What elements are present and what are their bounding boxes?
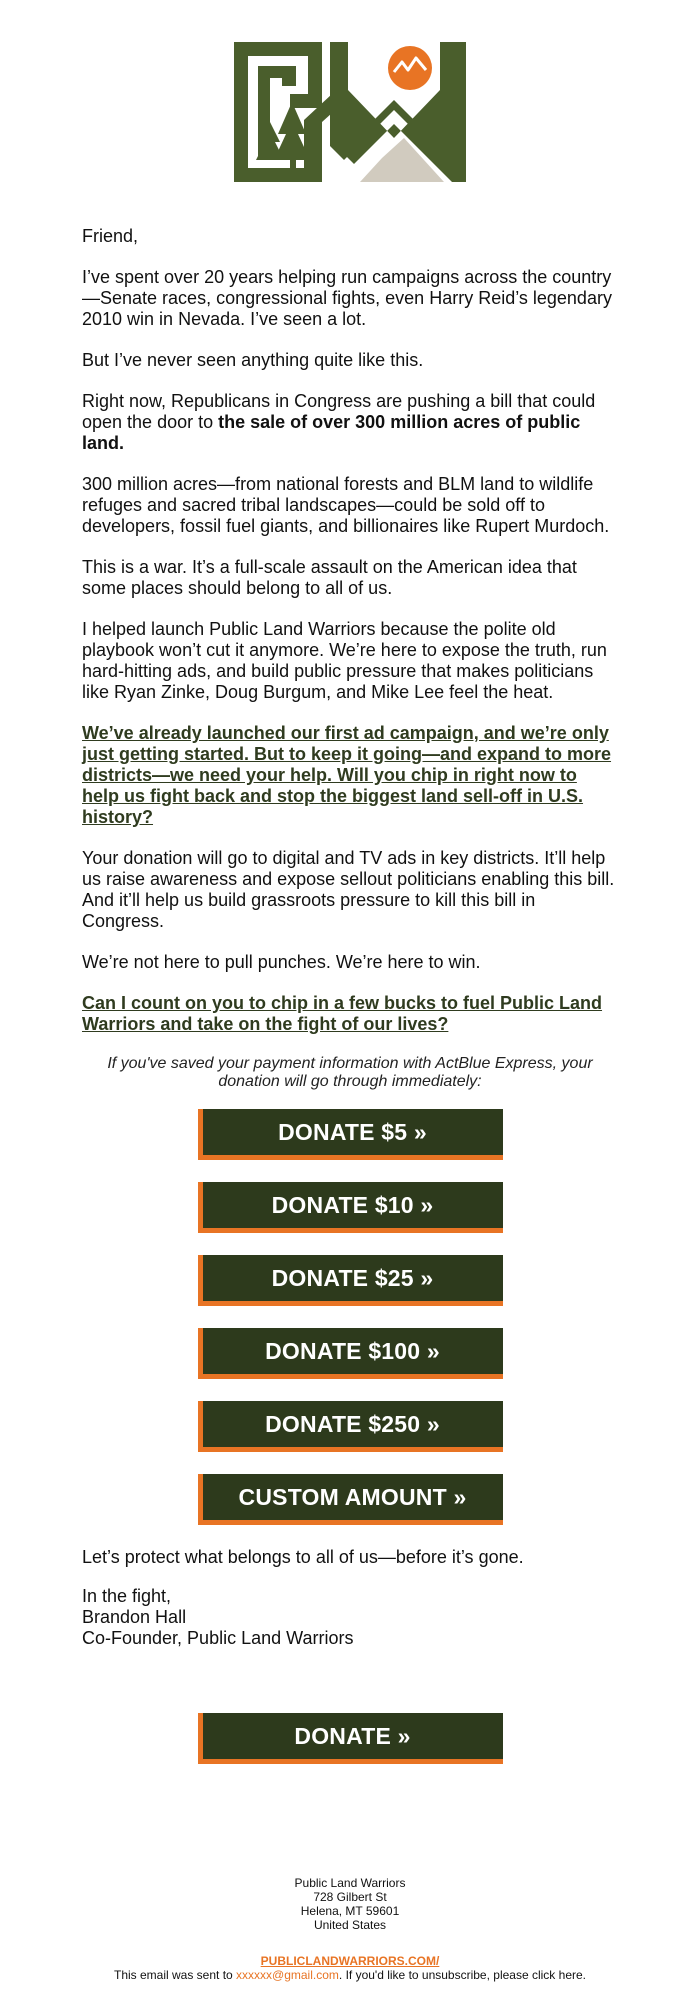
donate-5-button[interactable]: DONATE $5 » xyxy=(198,1109,503,1160)
unsubscribe-note xyxy=(82,1968,618,1982)
donate-10-button[interactable]: DONATE $10 » xyxy=(198,1182,503,1233)
paragraph-1: I’ve spent over 20 years helping run campaigns across the country—Senate races, congressional fights, even Harry Reid’s legendary 2010 win in Nevada. I’ve seen a lot. xyxy=(82,267,612,329)
donate-button[interactable]: DONATE » xyxy=(198,1713,503,1764)
signoff: In the fight, xyxy=(82,1586,172,1606)
public-land-warriors-logo xyxy=(234,42,466,182)
footer-city: Helena, MT 59601 xyxy=(300,1904,400,1918)
greeting: Friend, xyxy=(82,226,139,246)
paragraph-5: This is a war. It’s a full-scale assault on the American idea that some places should belong to all of us. xyxy=(82,557,577,598)
paragraph-3-bold: the sale of over 300 million acres of public land. xyxy=(82,412,581,453)
recipient-email-link[interactable]: xxxxxx@gmail.com xyxy=(236,1968,339,1982)
footer-country: United States xyxy=(313,1918,387,1932)
paragraph-3-text: Right now, Republicans in Congress are pushing a bill that could open the door to xyxy=(82,391,596,432)
donate-250-button[interactable]: DONATE $250 » xyxy=(198,1401,503,1452)
footer-street: 728 Gilbert St xyxy=(313,1890,387,1904)
closing-line: Let’s protect what belongs to all of us—before it’s gone. xyxy=(82,1547,524,1567)
signature xyxy=(82,1586,618,1649)
paragraph-4: 300 million acres—from national forests and BLM land to wildlife refuges and sacred tribal landscapes—could be sold off to developers, fossil fuel giants, and billionaires like Rupert Murdoch. xyxy=(82,474,610,536)
sent-prefix: This email was sent to xyxy=(113,1968,237,1982)
paragraph-2: But I’ve never seen anything quite like this. xyxy=(82,350,424,370)
paragraph-7: Your donation will go to digital and TV ads in key districts. It’ll help us raise awareness and expose sellout politicians enabling this bill. And it’ll help us build grassroots pressure to kill this bill in Congress. xyxy=(82,848,615,931)
paragraph-8: We’re not here to pull punches. We’re here to win. xyxy=(82,952,481,972)
actblue-express-note: If you've saved your payment information with ActBlue Express, your donation will go through immediately: xyxy=(107,1055,593,1090)
website-link[interactable]: PUBLICLANDWARRIORS.COM/ xyxy=(260,1954,440,1968)
footer-org: Public Land Warriors xyxy=(294,1876,406,1890)
signer-title: Co-Founder, Public Land Warriors xyxy=(82,1628,354,1648)
custom-amount-button[interactable]: CUSTOM AMOUNT » xyxy=(198,1474,503,1525)
unsubscribe-text[interactable]: . If you'd like to unsubscribe, please click here. xyxy=(338,1968,586,1982)
signer-name: Brandon Hall xyxy=(82,1607,187,1627)
paragraph-6: I helped launch Public Land Warriors because the polite old playbook won’t cut it anymore. We’re here to expose the truth, run hard-hitting ads, and build public pressure that makes politicians like Ryan Zinke, Doug Burgum, and Mike Lee feel the heat. xyxy=(82,619,607,702)
cta-link-ad-campaign[interactable]: We’ve already launched our first ad campaign, and we’re only just getting started. But to keep it going—and expand to more districts—we need your help. Will you chip in right now to help us fight back and stop the biggest land sell-off in U.S. history? xyxy=(82,723,612,827)
email-body xyxy=(82,0,618,1982)
donate-100-button[interactable]: DONATE $100 » xyxy=(198,1328,503,1379)
donate-25-button[interactable]: DONATE $25 » xyxy=(198,1255,503,1306)
cta-link-chip-in[interactable]: Can I count on you to chip in a few bucks to fuel Public Land Warriors and take on the fight of our lives? xyxy=(82,993,603,1034)
paragraph-3 xyxy=(82,391,618,454)
footer xyxy=(82,1876,618,1982)
